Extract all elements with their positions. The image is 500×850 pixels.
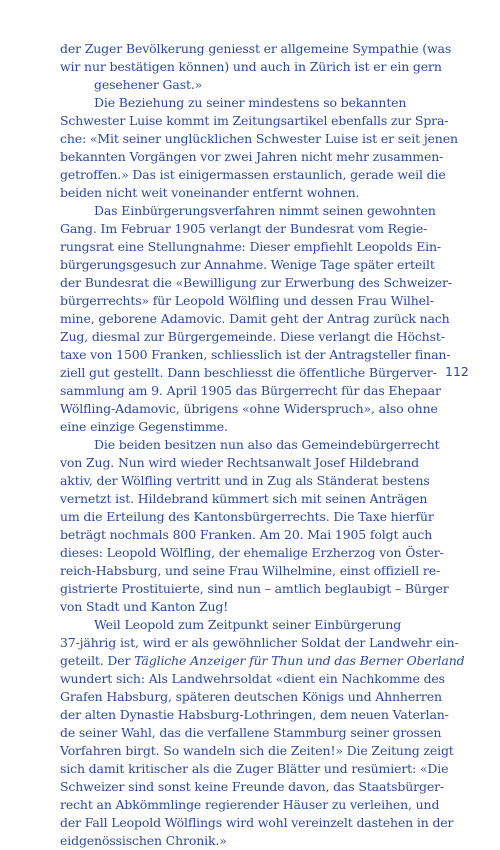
text-line: eidgenössischen Chronik.» — [60, 833, 227, 848]
text-line: de seiner Wahl, das die verfallene Stammburg seiner grossen — [60, 725, 442, 740]
text-line: vernetzt ist. Hildebrand kümmert sich mit seinen Anträgen — [60, 491, 428, 506]
text-line: 37-jährig ist, wird er als gewöhnlicher Soldat der Landwehr ein- — [60, 635, 459, 650]
text-line: bürgerrechts» für Leopold Wölfling und dessen Frau Wilhel- — [60, 293, 434, 308]
text-line: gistrierte Prostituierte, sind nun – amtlich beglaubigt – Bürger — [60, 581, 449, 596]
margin-page-number: 112 — [445, 364, 469, 379]
paragraph-start-line: Das Einbürgerungsverfahren nimmt seinen gewohnten — [94, 203, 436, 218]
text-line: getroffen.» Das ist einigermassen erstaunlich, gerade weil die — [60, 167, 446, 182]
text-line: von Zug. Nun wird wieder Rechtsanwalt Josef Hildebrand — [60, 455, 419, 470]
paragraph-start-line: Die Beziehung zu seiner mindestens so bekannten — [94, 95, 407, 110]
text-line: der alten Dynastie Habsburg-Lothringen, dem neuen Vaterlan- — [60, 707, 449, 722]
text-line: ziell gut gestellt. Dann beschliesst die öffentliche Bürgerver- — [60, 365, 437, 380]
text-line: taxe von 1500 Franken, schliesslich ist der Antragsteller finan- — [60, 347, 451, 362]
text-line: wir nur bestätigen können) und auch in Zürich ist er ein gern — [60, 59, 442, 74]
text-line: sich damit kritischer als die Zuger Blätter und resümiert: «Die — [60, 761, 449, 776]
text-line: von Stadt und Kanton Zug! — [60, 599, 229, 614]
text-line: Vorfahren birgt. So wandeln sich die Zeiten!» Die Zeitung zeigt — [60, 743, 454, 758]
text-line: rungsrat eine Stellungnahme: Dieser empfiehlt Leopolds Ein- — [60, 239, 441, 254]
text-line: der Bundesrat die «Bewilligung zur Erwerbung des Schweizer- — [60, 275, 452, 290]
text-segment: geteilt. Der — [60, 653, 135, 668]
text-line: Wölfling-Adamovic, übrigens «ohne Widerspruch», also ohne — [60, 401, 438, 416]
text-line: der Fall Leopold Wölflings wird wohl vereinzelt dastehen in der — [60, 815, 454, 830]
text-line: recht an Abkömmlinge regierender Häuser zu verleihen, und — [60, 797, 440, 812]
text-line: Zug, diesmal zur Bürgergemeinde. Diese verlangt die Höchst- — [60, 329, 445, 344]
text-line: der Zuger Bevölkerung geniesst er allgemeine Sympathie (was — [60, 41, 452, 56]
text-line: che: «Mit seiner unglücklichen Schwester Luise ist er seit jenen — [60, 131, 458, 146]
paragraph-start-line: Die beiden besitzen nun also das Gemeindebürgerrecht — [94, 437, 440, 452]
text-line: beträgt nochmals 800 Franken. Am 20. Mai 1905 folgt auch — [60, 527, 433, 542]
text-line: Gang. Im Februar 1905 verlangt der Bundesrat vom Regie- — [60, 221, 428, 236]
text-line: eine einzige Gegenstimme. — [60, 419, 228, 434]
text-line: dieses: Leopold Wölfling, der ehemalige Erzherzog von Öster- — [60, 545, 444, 560]
newspaper-title: Tägliche Anzeiger für Thun und das Berner Oberland — [134, 653, 465, 668]
text-line: Schwester Luise kommt im Zeitungsartikel ebenfalls zur Spra- — [60, 113, 449, 128]
text-line: Schweizer sind sonst keine Freunde davon, das Staatsbürger- — [60, 779, 444, 794]
text-line: reich-Habsburg, und seine Frau Wilhelmine, einst offiziell re- — [60, 563, 441, 578]
text-line: bekannten Vorgängen vor zwei Jahren nicht mehr zusammen- — [60, 149, 444, 164]
text-line: Grafen Habsburg, späteren deutschen Königs und Ahnherren — [60, 689, 442, 704]
text-line: um die Erteilung des Kantonsbürgerrechts. Die Taxe hierfür — [60, 509, 434, 524]
text-line: gesehener Gast.» — [94, 77, 203, 92]
text-line: beiden nicht weit voneinander entfernt wohnen. — [60, 185, 360, 200]
text-line: mine, geborene Adamovic. Damit geht der Antrag zurück nach — [60, 311, 450, 326]
text-line — [60, 652, 465, 670]
text-line: sammlung am 9. April 1905 das Bürgerrecht für das Ehepaar — [60, 383, 441, 398]
paragraph-start-line: Weil Leopold zum Zeitpunkt seiner Einbürgerung — [94, 617, 402, 632]
text-line: bürgerungsgesuch zur Annahme. Wenige Tage später erteilt — [60, 257, 435, 272]
text-line: aktiv, der Wölfling vertritt und in Zug als Ständerat bestens — [60, 473, 430, 488]
text-line: wundert sich: Als Landwehrsoldat «dient ein Nachkomme des — [60, 671, 445, 686]
